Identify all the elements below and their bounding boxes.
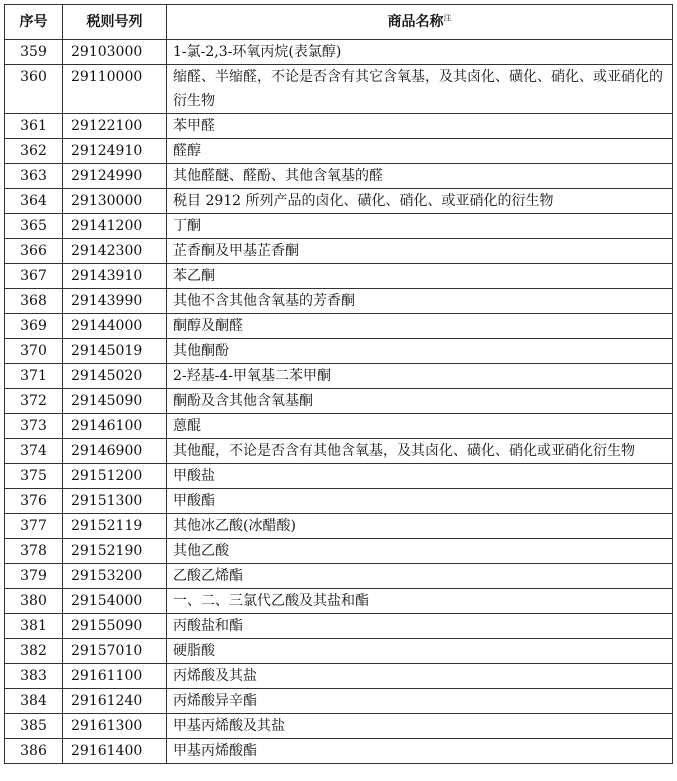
row-serial-number: 370 bbox=[5, 339, 63, 364]
table-row bbox=[5, 239, 673, 264]
table-row bbox=[5, 464, 673, 489]
row-product-name: 其他不含其他含氧基的芳香酮 bbox=[167, 289, 673, 314]
row-tariff-code: 29141200 bbox=[63, 214, 167, 239]
row-product-name: 蒽醌 bbox=[167, 414, 673, 439]
row-serial-number: 359 bbox=[5, 40, 63, 65]
table-row bbox=[5, 289, 673, 314]
row-product-name: 甲基丙烯酸及其盐 bbox=[167, 714, 673, 739]
table-row bbox=[5, 439, 673, 464]
row-tariff-code: 29145020 bbox=[63, 364, 167, 389]
row-tariff-code: 29153200 bbox=[63, 564, 167, 589]
table-row bbox=[5, 40, 673, 65]
row-product-name: 缩醛、半缩醛，不论是否含有其它含氧基，及其卤化、磺化、硝化、或亚硝化的衍生物 bbox=[167, 65, 673, 114]
row-serial-number: 378 bbox=[5, 539, 63, 564]
row-product-name: 芷香酮及甲基芷香酮 bbox=[167, 239, 673, 264]
row-tariff-code: 29143910 bbox=[63, 264, 167, 289]
row-product-name: 酮醇及酮醛 bbox=[167, 314, 673, 339]
row-product-name: 苯乙酮 bbox=[167, 264, 673, 289]
row-product-name: 税目 2912 所列产品的卤化、磺化、硝化、或亚硝化的衍生物 bbox=[167, 189, 673, 214]
row-tariff-code: 29146100 bbox=[63, 414, 167, 439]
table-row bbox=[5, 714, 673, 739]
table-row bbox=[5, 689, 673, 714]
row-tariff-code: 29155090 bbox=[63, 614, 167, 639]
table-row bbox=[5, 539, 673, 564]
table-row bbox=[5, 189, 673, 214]
row-product-name: 其他乙酸 bbox=[167, 539, 673, 564]
table-row bbox=[5, 489, 673, 514]
row-serial-number: 362 bbox=[5, 139, 63, 164]
table-row bbox=[5, 514, 673, 539]
row-tariff-code: 29143990 bbox=[63, 289, 167, 314]
row-serial-number: 377 bbox=[5, 514, 63, 539]
table-row bbox=[5, 589, 673, 614]
row-tariff-code: 29124990 bbox=[63, 164, 167, 189]
row-product-name: 其他醌，不论是否含有其他含氧基，及其卤化、磺化、硝化或亚硝化衍生物 bbox=[167, 439, 673, 464]
row-serial-number: 369 bbox=[5, 314, 63, 339]
row-tariff-code: 29144000 bbox=[63, 314, 167, 339]
table-row bbox=[5, 564, 673, 589]
row-tariff-code: 29124910 bbox=[63, 139, 167, 164]
row-tariff-code: 29154000 bbox=[63, 589, 167, 614]
row-tariff-code: 29145019 bbox=[63, 339, 167, 364]
row-serial-number: 380 bbox=[5, 589, 63, 614]
row-product-name: 乙酸乙烯酯 bbox=[167, 564, 673, 589]
table-row bbox=[5, 164, 673, 189]
row-serial-number: 373 bbox=[5, 414, 63, 439]
table-row bbox=[5, 364, 673, 389]
table-row bbox=[5, 114, 673, 139]
row-serial-number: 376 bbox=[5, 489, 63, 514]
row-product-name: 苯甲醛 bbox=[167, 114, 673, 139]
row-product-name: 硬脂酸 bbox=[167, 639, 673, 664]
row-serial-number: 366 bbox=[5, 239, 63, 264]
header-note-mark: 注 bbox=[443, 13, 452, 23]
row-tariff-code: 29103000 bbox=[63, 40, 167, 65]
table-row bbox=[5, 389, 673, 414]
row-tariff-code: 29152119 bbox=[63, 514, 167, 539]
row-product-name: 其他醛醚、醛酚、其他含氧基的醛 bbox=[167, 164, 673, 189]
table-row bbox=[5, 314, 673, 339]
tariff-table bbox=[4, 4, 673, 764]
row-serial-number: 384 bbox=[5, 689, 63, 714]
row-serial-number: 368 bbox=[5, 289, 63, 314]
row-tariff-code: 29122100 bbox=[63, 114, 167, 139]
header-product-name-label: 商品名称 bbox=[387, 14, 444, 30]
table-row bbox=[5, 139, 673, 164]
table-row bbox=[5, 664, 673, 689]
row-product-name: 甲基丙烯酸酯 bbox=[167, 739, 673, 764]
row-serial-number: 365 bbox=[5, 214, 63, 239]
row-serial-number: 382 bbox=[5, 639, 63, 664]
row-serial-number: 383 bbox=[5, 664, 63, 689]
row-serial-number: 363 bbox=[5, 164, 63, 189]
table-row bbox=[5, 639, 673, 664]
row-product-name: 醛醇 bbox=[167, 139, 673, 164]
row-tariff-code: 29161400 bbox=[63, 739, 167, 764]
row-product-name: 丙酸盐和酯 bbox=[167, 614, 673, 639]
row-tariff-code: 29110000 bbox=[63, 65, 167, 114]
row-product-name: 一、二、三氯代乙酸及其盐和酯 bbox=[167, 589, 673, 614]
header-serial-number: 序号 bbox=[5, 5, 63, 40]
header-product-name bbox=[167, 5, 673, 40]
row-product-name: 2-羟基-4-甲氧基二苯甲酮 bbox=[167, 364, 673, 389]
row-product-name: 丙烯酸异辛酯 bbox=[167, 689, 673, 714]
table-row bbox=[5, 264, 673, 289]
row-tariff-code: 29157010 bbox=[63, 639, 167, 664]
row-tariff-code: 29152190 bbox=[63, 539, 167, 564]
table-row bbox=[5, 414, 673, 439]
row-serial-number: 364 bbox=[5, 189, 63, 214]
row-tariff-code: 29145090 bbox=[63, 389, 167, 414]
row-serial-number: 360 bbox=[5, 65, 63, 114]
row-tariff-code: 29151300 bbox=[63, 489, 167, 514]
row-product-name: 丁酮 bbox=[167, 214, 673, 239]
row-serial-number: 372 bbox=[5, 389, 63, 414]
row-serial-number: 375 bbox=[5, 464, 63, 489]
table-row bbox=[5, 65, 673, 114]
row-serial-number: 381 bbox=[5, 614, 63, 639]
row-serial-number: 386 bbox=[5, 739, 63, 764]
row-serial-number: 371 bbox=[5, 364, 63, 389]
row-serial-number: 379 bbox=[5, 564, 63, 589]
row-tariff-code: 29146900 bbox=[63, 439, 167, 464]
row-product-name: 其他酮酚 bbox=[167, 339, 673, 364]
table-row bbox=[5, 614, 673, 639]
row-tariff-code: 29161100 bbox=[63, 664, 167, 689]
row-product-name: 甲酸盐 bbox=[167, 464, 673, 489]
row-tariff-code: 29161300 bbox=[63, 714, 167, 739]
tariff-table-sheet bbox=[4, 4, 672, 764]
row-tariff-code: 29142300 bbox=[63, 239, 167, 264]
row-serial-number: 385 bbox=[5, 714, 63, 739]
row-serial-number: 361 bbox=[5, 114, 63, 139]
table-row bbox=[5, 339, 673, 364]
row-product-name: 其他冰乙酸(冰醋酸) bbox=[167, 514, 673, 539]
row-serial-number: 374 bbox=[5, 439, 63, 464]
row-product-name: 丙烯酸及其盐 bbox=[167, 664, 673, 689]
row-product-name: 酮酚及含其他含氧基酮 bbox=[167, 389, 673, 414]
row-product-name: 1-氯-2,3-环氧丙烷(表氯醇) bbox=[167, 40, 673, 65]
row-serial-number: 367 bbox=[5, 264, 63, 289]
row-tariff-code: 29151200 bbox=[63, 464, 167, 489]
table-header-row bbox=[5, 5, 673, 40]
row-product-name: 甲酸酯 bbox=[167, 489, 673, 514]
header-tariff-code: 税则号列 bbox=[63, 5, 167, 40]
row-tariff-code: 29161240 bbox=[63, 689, 167, 714]
table-row bbox=[5, 739, 673, 764]
table-row bbox=[5, 214, 673, 239]
table-body bbox=[5, 40, 673, 764]
row-tariff-code: 29130000 bbox=[63, 189, 167, 214]
